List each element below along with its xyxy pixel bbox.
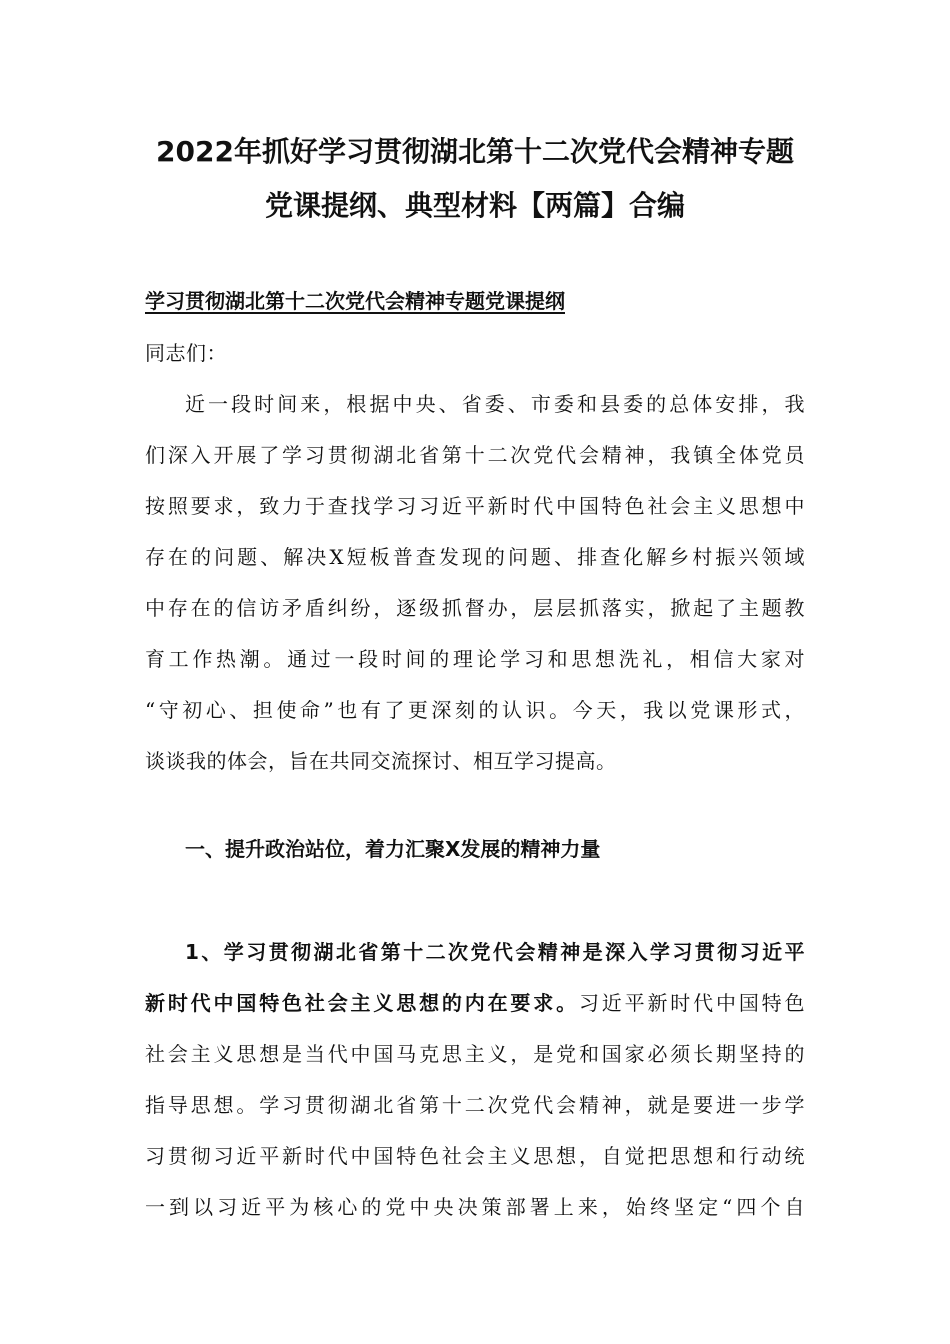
intro-line: 按照要求，致力于查找学习习近平新时代中国特色社会主义思想中 [145, 494, 805, 518]
point-1-body-line: 一到以习近平为核心的党中央决策部署上来，始终坚定“四个自 [145, 1195, 805, 1219]
point-1-body-start: 习近平新时代中国特色 [578, 991, 806, 1015]
greeting: 同志们： [145, 341, 227, 365]
document-title-line-2: 党课提纲、典型材料【两篇】合编 [264, 189, 685, 222]
intro-line: 谈谈我的体会，旨在共同交流探讨、相互学习提高。 [145, 749, 617, 773]
intro-line: 中存在的信访矛盾纠纷，逐级抓督办，层层抓落实，掀起了主题教 [145, 596, 805, 620]
point-1-heading-continuation: 新时代中国特色社会主义思想的内在要求。 [145, 991, 579, 1015]
point-1-body-line: 社会主义思想是当代中国马克思主义，是党和国家必须长期坚持的 [145, 1042, 805, 1066]
intro-line: 们深入开展了学习贯彻湖北省第十二次党代会精神，我镇全体党员 [145, 443, 805, 467]
intro-line: 近一段时间来，根据中央、省委、市委和县委的总体安排，我 [185, 392, 805, 416]
intro-line: 存在的问题、解决X短板普查发现的问题、排查化解乡村振兴领域 [145, 545, 805, 569]
section-1-heading: 一、提升政治站位，着力汇聚X发展的精神力量 [185, 837, 601, 861]
intro-line: “守初心、担使命”也有了更深刻的认识。今天，我以党课形式， [145, 698, 805, 722]
point-1-body-line: 习贯彻习近平新时代中国特色社会主义思想，自觉把思想和行动统 [145, 1144, 805, 1168]
point-1-body-line: 指导思想。学习贯彻湖北省第十二次党代会精神，就是要进一步学 [145, 1093, 805, 1117]
document-title-line-1: 2022年抓好学习贯彻湖北第十二次党代会精神专题 [156, 135, 794, 168]
intro-line: 育工作热潮。通过一段时间的理论学习和思想洗礼，相信大家对 [145, 647, 805, 671]
point-1-mixed-line [145, 989, 805, 1017]
document-subtitle: 学习贯彻湖北第十二次党代会精神专题党课提纲 [145, 289, 565, 313]
point-1-heading-line: 1、学习贯彻湖北省第十二次党代会精神是深入学习贯彻习近平 [185, 940, 805, 964]
